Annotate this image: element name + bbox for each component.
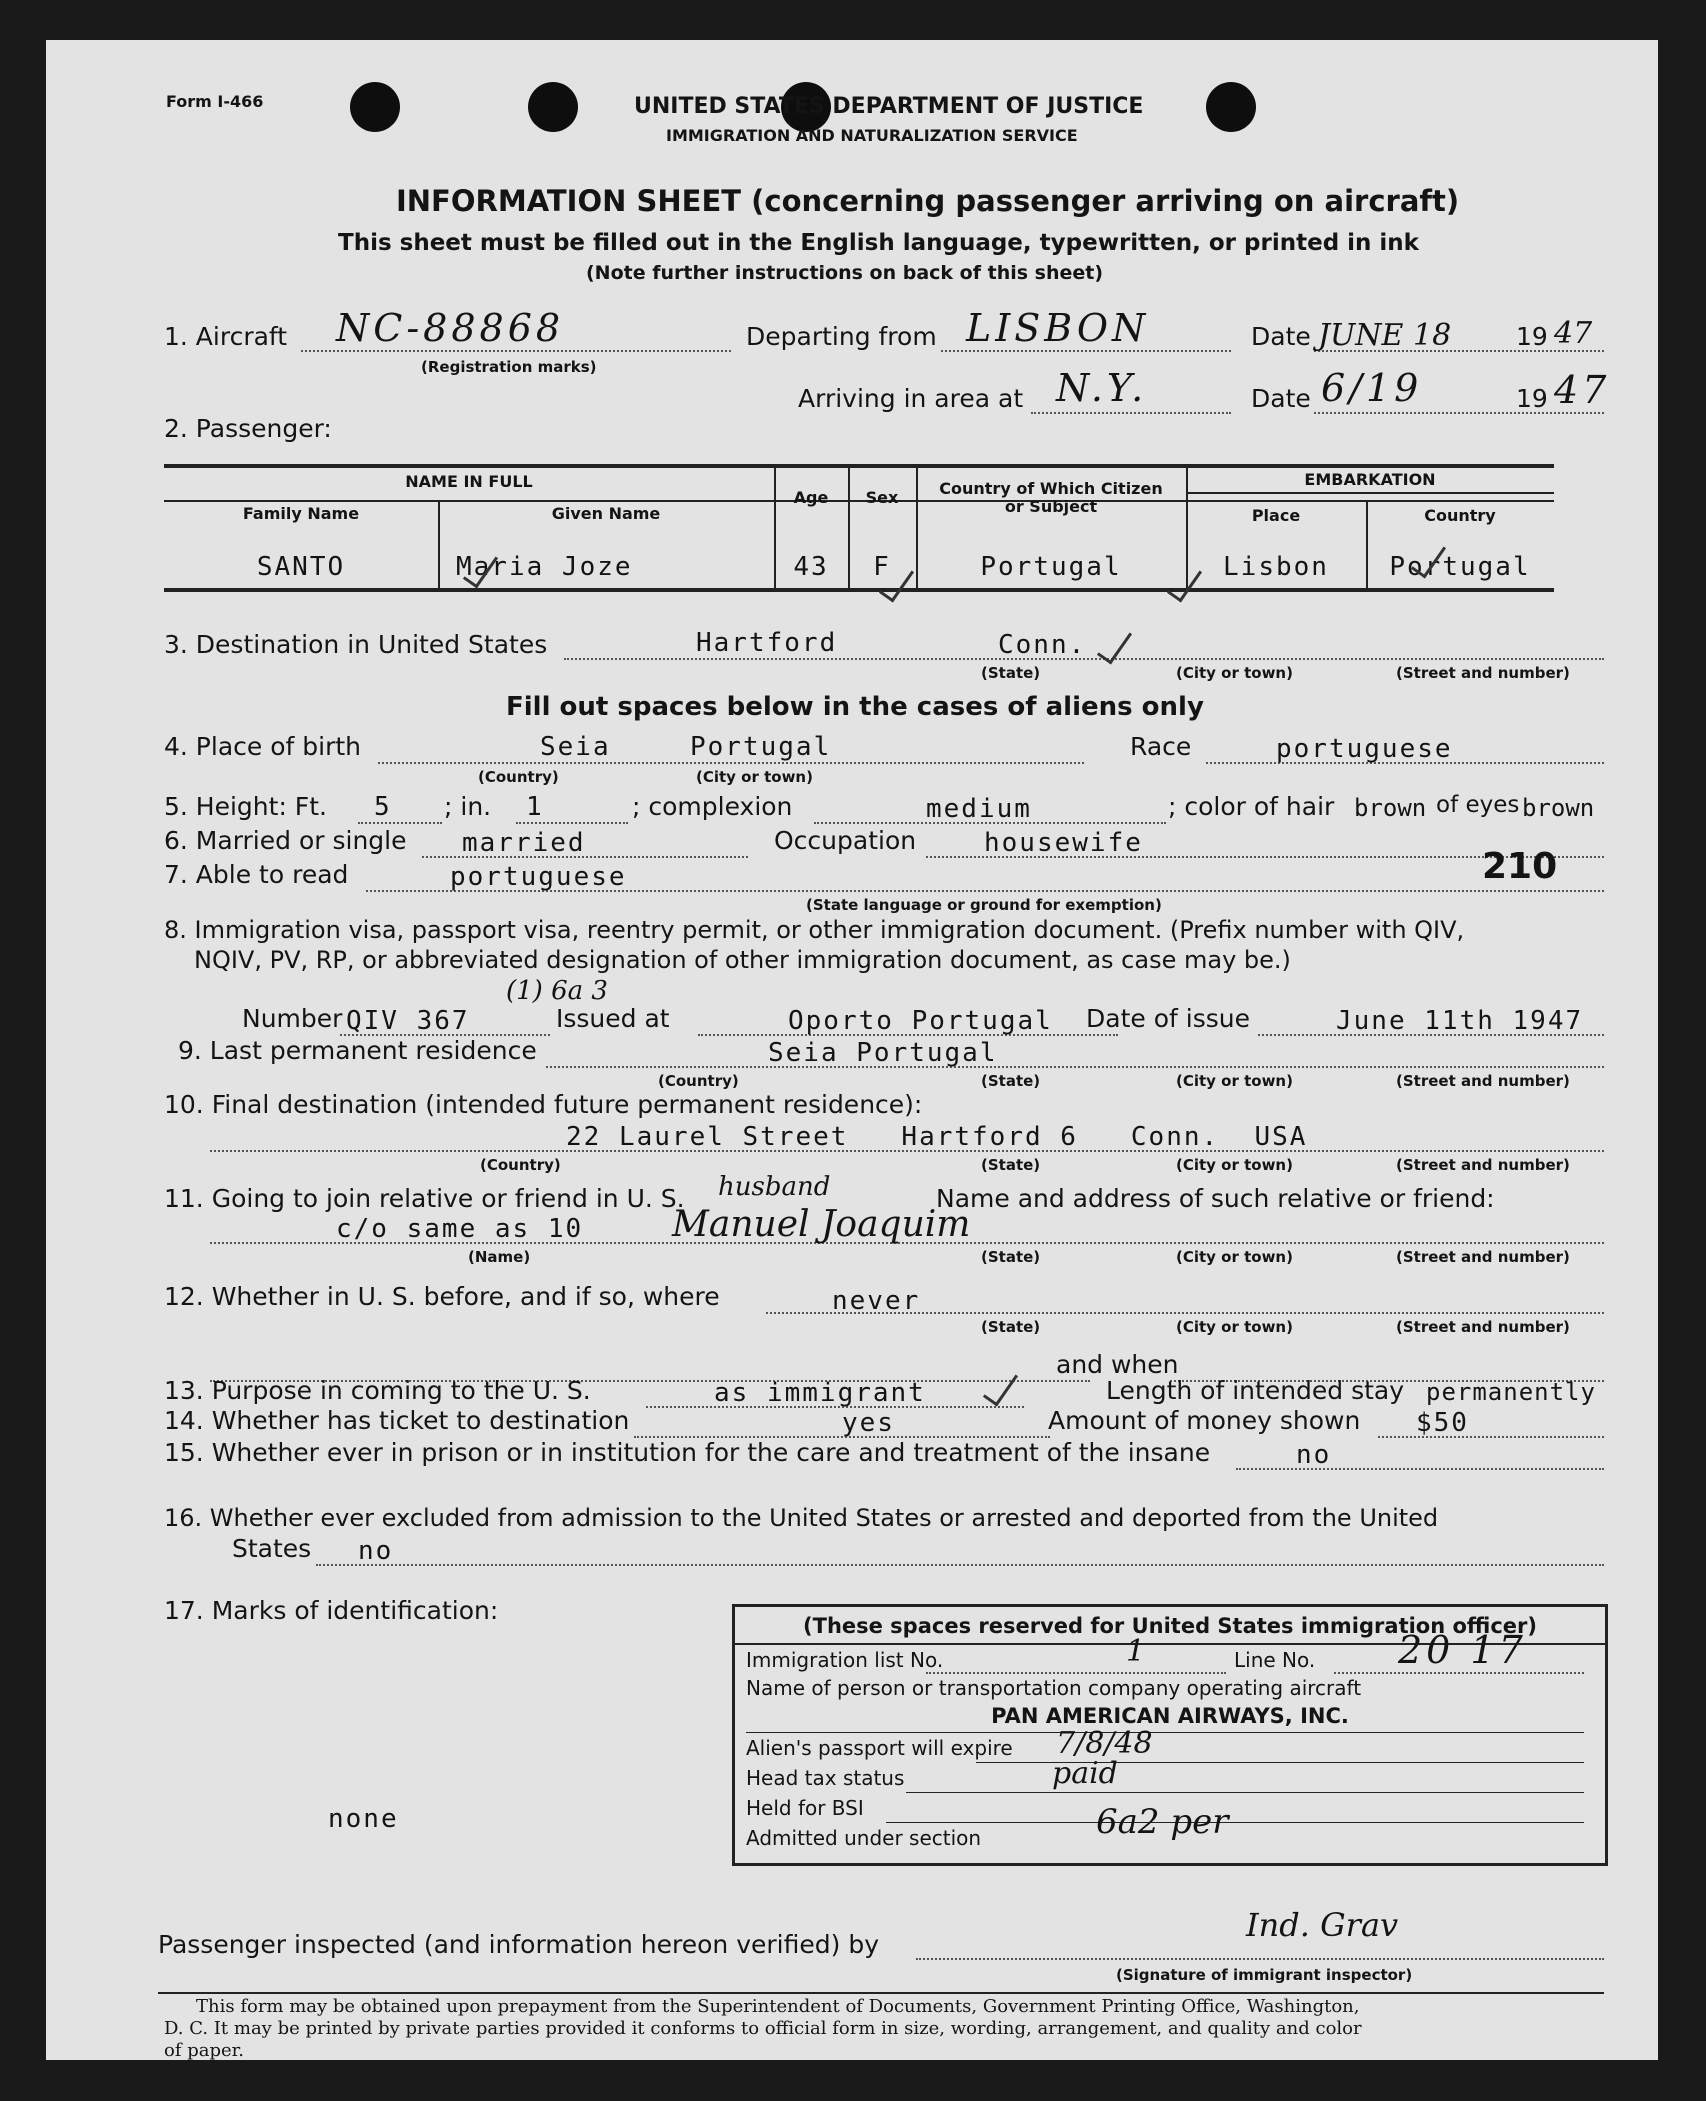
occupation-value: housewife <box>984 828 1143 858</box>
street-caption: (Street and number) <box>1396 1248 1570 1266</box>
language-caption: (State language or ground for exemption) <box>806 896 1162 914</box>
code-number: 210 <box>1482 846 1558 887</box>
visa-number: QIV 367 <box>346 1006 470 1036</box>
company-label: Name of person or transportation company operating aircraft <box>746 1676 1362 1700</box>
height-label: 5. Height: Ft. <box>164 792 327 821</box>
visa-number-note: (1) 6a 3 <box>506 976 608 1006</box>
immigration-list-label: Immigration list No. <box>746 1648 944 1672</box>
marital-status-value: married <box>462 828 586 858</box>
embarkation-country-cell: Portugal <box>1389 552 1531 582</box>
company-value: PAN AMERICAN AIRWAYS, INC. <box>991 1704 1349 1728</box>
excluded-label-cont: States <box>232 1534 312 1563</box>
destination-state: Conn. <box>998 630 1087 660</box>
street-caption: (Street and number) <box>1396 1318 1570 1336</box>
punch-hole <box>350 82 400 132</box>
date-of-issue-value: June 11th 1947 <box>1336 1006 1584 1036</box>
embarkation-place-cell: Lisbon <box>1223 552 1329 582</box>
sex-header: Sex <box>865 488 899 507</box>
birth-country: Seia <box>540 732 611 762</box>
prison-value: no <box>1296 1440 1332 1470</box>
city-caption: (City or town) <box>1176 1318 1293 1336</box>
registration-caption: (Registration marks) <box>421 358 597 376</box>
held-for-bsi-label: Held for BSI <box>746 1796 864 1820</box>
destination-label: 3. Destination in United States <box>164 630 548 659</box>
purpose-value: as immigrant <box>714 1378 926 1408</box>
race-label: Race <box>1130 732 1192 761</box>
department-name: UNITED STATES DEPARTMENT OF JUSTICE <box>634 94 1144 119</box>
city-caption: (City or town) <box>1176 1248 1293 1266</box>
previous-visit-label: 12. Whether in U. S. before, and if so, where <box>164 1282 720 1311</box>
citizenship-cell: Portugal <box>980 552 1122 582</box>
race-value: portuguese <box>1276 734 1453 764</box>
complexion-label: ; complexion <box>632 792 793 821</box>
year-prefix: 19 <box>1516 322 1548 351</box>
street-caption: (Street and number) <box>1396 1072 1570 1090</box>
relative-address-value: c/o same as 10 <box>336 1214 584 1244</box>
admitted-section-label: Admitted under section <box>746 1826 982 1850</box>
line-number-value: 20 17 <box>1398 1628 1527 1672</box>
length-of-stay-label: Length of intended stay <box>1106 1376 1405 1405</box>
excluded-label: 16. Whether ever excluded from admission to the United States or arrested and deported from the United <box>164 1504 1439 1532</box>
eyes-label: of eyes <box>1436 792 1520 818</box>
immigration-list-value: 1 <box>1126 1634 1146 1669</box>
arrival-date-label: Date <box>1251 384 1311 413</box>
city-caption: (City or town) <box>1176 664 1293 682</box>
embarkation-country-header: Country <box>1424 506 1496 525</box>
form-sheet <box>46 40 1658 2060</box>
head-tax-value: paid <box>1052 1756 1118 1791</box>
length-of-stay-value: permanently <box>1426 1378 1596 1406</box>
city-caption: (City or town) <box>696 768 813 786</box>
able-to-read-label: 7. Able to read <box>164 860 349 889</box>
street-caption: (Street and number) <box>1396 1156 1570 1174</box>
passenger-label: 2. Passenger: <box>164 414 332 443</box>
able-to-read-value: portuguese <box>450 862 627 892</box>
given-name-cell: Maria Joze <box>456 552 633 582</box>
place-of-birth-label: 4. Place of birth <box>164 732 361 761</box>
final-destination-value: 22 Laurel Street Hartford 6 Conn. USA <box>566 1122 1308 1152</box>
footer-line-2: D. C. It may be printed by private parties provided it conforms to official form in size, wording, arrangement, and quality and color <box>164 2018 1362 2039</box>
age-cell: 43 <box>793 552 829 582</box>
instructions-note: (Note further instructions on back of this sheet) <box>586 262 1104 284</box>
eyes-value: brown <box>1522 794 1595 822</box>
passport-expiry-value: 7/8/48 <box>1056 1726 1153 1761</box>
check-mark <box>983 1366 1018 1406</box>
line-number-label: Line No. <box>1234 1648 1316 1672</box>
aircraft-registration: NC-88868 <box>336 306 565 350</box>
city-caption: (City or town) <box>1176 1156 1293 1174</box>
name-in-full-header: NAME IN FULL <box>405 472 533 491</box>
aliens-only-heading: Fill out spaces below in the cases of aliens only <box>506 692 1204 722</box>
date-of-issue-label: Date of issue <box>1086 1004 1250 1033</box>
state-caption: (State) <box>981 1318 1041 1336</box>
and-when-label: and when <box>1056 1350 1179 1379</box>
birth-city: Portugal <box>690 732 832 762</box>
family-name-cell: SANTO <box>256 552 346 582</box>
last-residence-label: 9. Last permanent residence <box>178 1036 537 1065</box>
aircraft-label: 1. Aircraft <box>164 322 288 351</box>
passport-expiry-label: Alien's passport will expire <box>746 1736 1013 1760</box>
state-caption: (State) <box>981 664 1041 682</box>
state-caption: (State) <box>981 1072 1041 1090</box>
place-header: Place <box>1251 506 1301 525</box>
relative-name-handwritten: Manuel Joaquim <box>672 1204 971 1245</box>
form-number: Form I-466 <box>166 92 264 111</box>
arrival-year-prefix: 19 <box>1516 384 1548 413</box>
join-relative-label: 11. Going to join relative or friend in U. S. <box>164 1184 685 1213</box>
country-caption: (Country) <box>480 1156 561 1174</box>
arriving-at: N.Y. <box>1056 366 1148 410</box>
street-caption: (Street and number) <box>1396 664 1570 682</box>
officer-box-heading: (These spaces reserved for United States immigration officer) <box>803 1614 1537 1638</box>
visa-label-cont: NQIV, PV, RP, or abbreviated designation of other immigration document, as case may be.) <box>194 946 1291 974</box>
previous-visit-value: never <box>832 1286 921 1316</box>
last-residence-value: Seia Portugal <box>768 1038 998 1068</box>
money-label: Amount of money shown <box>1048 1406 1361 1435</box>
hair-value: brown <box>1354 794 1427 822</box>
embarkation-header: EMBARKATION <box>1304 470 1436 489</box>
given-name-header: Given Name <box>551 504 661 523</box>
inspected-by-label: Passenger inspected (and information hereon verified) by <box>158 1930 879 1959</box>
sex-cell: F <box>873 552 891 582</box>
departure-date: JUNE 18 <box>1318 318 1452 353</box>
identification-marks-value: none <box>328 1804 399 1834</box>
country-caption: (Country) <box>478 768 559 786</box>
arrival-year: 47 <box>1554 368 1611 412</box>
departing-label: Departing from <box>746 322 937 351</box>
visa-label: 8. Immigration visa, passport visa, reentry permit, or other immigration document. (Prefix number with QIV, <box>164 916 1465 944</box>
excluded-value: no <box>358 1536 394 1566</box>
inspector-signature: Ind. Grav <box>1246 1906 1399 1944</box>
visa-number-label: Number <box>242 1004 343 1033</box>
service-name: IMMIGRATION AND NATURALIZATION SERVICE <box>666 126 1078 145</box>
issued-at-label: Issued at <box>556 1004 670 1033</box>
punch-hole <box>528 82 578 132</box>
city-caption: (City or town) <box>1176 1072 1293 1090</box>
relative-name-label: Name and address of such relative or friend: <box>936 1184 1495 1213</box>
state-caption: (State) <box>981 1248 1041 1266</box>
complexion-value: medium <box>926 794 1032 824</box>
date-label: Date <box>1251 322 1311 351</box>
arrival-date: 6/19 <box>1321 366 1423 410</box>
height-feet: 5 <box>374 792 392 822</box>
name-caption: (Name) <box>468 1248 531 1266</box>
occupation-label: Occupation <box>774 826 917 855</box>
family-name-header: Family Name <box>242 504 360 523</box>
departing-from: LISBON <box>966 306 1150 350</box>
inches-label: ; in. <box>444 792 492 821</box>
ticket-label: 14. Whether has ticket to destination <box>164 1406 630 1435</box>
country-caption: (Country) <box>658 1072 739 1090</box>
footer-line-1: This form may be obtained upon prepayment from the Superintendent of Documents, Government Printing Office, Washington, <box>196 1996 1360 2017</box>
age-header: Age <box>793 488 829 507</box>
signature-caption: (Signature of immigrant inspector) <box>1116 1966 1413 1984</box>
admitted-section-value: 6a2 per <box>1096 1802 1229 1842</box>
hair-label: ; color of hair <box>1168 792 1335 821</box>
marital-status-label: 6. Married or single <box>164 826 407 855</box>
final-destination-label: 10. Final destination (intended future permanent residence): <box>164 1090 923 1119</box>
page-title: INFORMATION SHEET (concerning passenger arriving on aircraft) <box>396 184 1460 218</box>
ticket-value: yes <box>842 1408 895 1438</box>
citizenship-header: Country of Which Citizen or Subject <box>939 479 1163 516</box>
departure-year: 47 <box>1554 316 1593 351</box>
footer-line-3: of paper. <box>164 2040 244 2061</box>
identification-marks-label: 17. Marks of identification: <box>164 1596 499 1625</box>
head-tax-label: Head tax status <box>746 1766 905 1790</box>
state-caption: (State) <box>981 1156 1041 1174</box>
prison-label: 15. Whether ever in prison or in institution for the care and treatment of the insane <box>164 1438 1211 1467</box>
purpose-label: 13. Purpose in coming to the U. S. <box>164 1376 591 1405</box>
arriving-label: Arriving in area at <box>798 384 1024 413</box>
punch-hole <box>1206 82 1256 132</box>
page-subtitle: This sheet must be filled out in the English language, typewritten, or printed in ink <box>338 230 1419 256</box>
relationship-value: husband <box>718 1172 831 1202</box>
issued-at-value: Oporto Portugal <box>788 1006 1053 1036</box>
destination-city: Hartford <box>696 628 838 658</box>
height-inches: 1 <box>526 792 544 822</box>
money-value: $50 <box>1416 1408 1469 1438</box>
